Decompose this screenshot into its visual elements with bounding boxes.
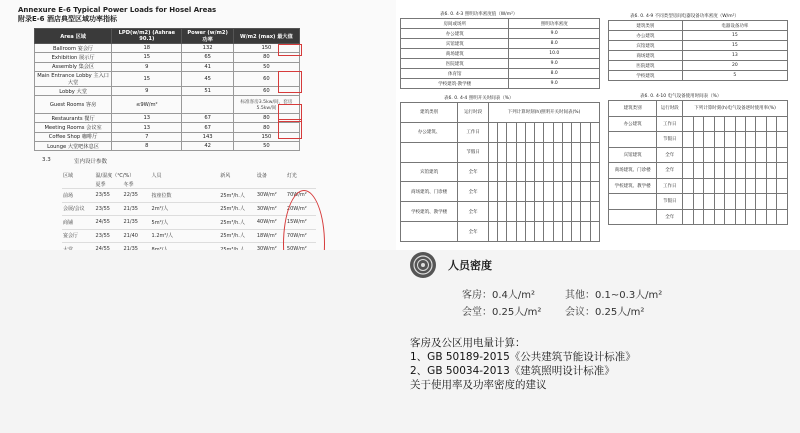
people-density-icon	[410, 252, 436, 278]
right-panel	[400, 0, 800, 250]
table-row: 办公建筑 15	[609, 31, 788, 41]
power-loads-table	[34, 28, 300, 151]
table-row: 宾馆建筑 全年	[401, 162, 600, 182]
table-row: 商场建筑、门诊楼 全年	[401, 182, 600, 202]
table-row: Lounge 大堂吧休息区 8 42 50	[35, 142, 300, 151]
table-caption: 表6. 0. 4-4 照明开关时间表（%）	[444, 96, 514, 101]
section-title: 室内设计参数	[74, 159, 108, 165]
table-row: 节假日	[609, 132, 788, 148]
header-power: Power (w/m2) 功率	[182, 29, 233, 44]
table-caption: 表6. 0. 4-10 电气设备使用时间表（%）	[640, 94, 722, 99]
section-number: 3.3	[42, 157, 51, 163]
table-row: 商场建筑 13	[609, 51, 788, 61]
header-max: W/m2 (max) 最大值	[233, 29, 299, 44]
table-row: 宴会厅 23/55 21/40 1.2m²/人 25m³/h.人 18W/m² 70W/m²	[62, 229, 316, 243]
table-row: Lobby 大堂 9 51 60	[35, 86, 300, 95]
density-other: 其他：0.1~0.3人/m²	[565, 290, 663, 301]
lower-right-background	[0, 250, 800, 433]
equipment-density-table: 建筑类别 电器设备功率 办公建筑 15 宾馆建筑 15 商场建筑 13 医院建筑 20 学校建筑 5	[608, 20, 788, 81]
table-row: Meeting Rooms 会议室 13 67 80	[35, 123, 300, 132]
table-row: 节假日	[609, 194, 788, 210]
table-row: 宾馆建筑 8.0	[401, 39, 600, 49]
density-meeting: 会议：0.25人/m²	[565, 307, 645, 318]
table-caption: 表6. 0. 4-3 照明功率密度值（W/m²）	[440, 12, 518, 17]
table-row: 商场建筑 10.0	[401, 49, 600, 59]
table-row: 节假日	[401, 142, 600, 162]
density-hall: 会堂：0.25人/m²	[462, 307, 542, 318]
table-row: 医院建筑 9.0	[401, 59, 600, 69]
table-row: 学校建筑 5	[609, 71, 788, 81]
density-guest-room: 客房：0.4人/m²	[462, 290, 536, 301]
highlight-box	[278, 71, 302, 93]
table-caption: 表6. 0. 4-9 不同类型房间电器设备功率密度（W/m²）	[630, 14, 739, 19]
table-row: 学校建筑、教学楼 工作日	[609, 178, 788, 194]
table-row: 全年	[609, 209, 788, 225]
table-row: 宾馆建筑 15	[609, 41, 788, 51]
table-row: 办公建筑、 工作日	[401, 122, 600, 142]
table-row: 体育馆 8.0	[401, 69, 600, 79]
table-row: 会展/会议 23/55 21/35 2m²/人 25m³/h.人 30W/m² 20W/m²	[62, 202, 316, 216]
table-row: 医院建筑 20	[609, 61, 788, 71]
header-lpd: LPD(w/m2) (Ashrae 90.1)	[112, 29, 182, 44]
lighting-schedule-table: 建筑类别 运行时段 下列计算时刻(h)照明开关时间表(%) 办公建筑、 工作日 节假日 宾馆建筑 全年 商场建筑、门诊楼 全年 学校建筑、教学楼 全年 全年	[400, 102, 600, 242]
table-row: 学校建筑·教学楼 9.0	[401, 79, 600, 89]
table-row: Guest Rooms 客房 ≤9W/m² 标准客房3.5kw/间，套房5.5kw/间	[35, 96, 300, 114]
table-row: 前场 23/55 22/35 按座位数 25m³/h.人 30W/m² 70W/m²	[62, 189, 316, 203]
calc-notes: 客房及公区用电量计算： 1、GB 50189-2015《公共建筑节能设计标准》 2、GB 50034-2013《建筑照明设计标准》 关于使用率及功率密度的建议	[410, 337, 636, 391]
highlight-box	[278, 44, 302, 56]
lighting-density-table: 房间或场所 照明功率密度 办公建筑 9.0 宾馆建筑 8.0 商场建筑 10.0 医院建筑 9.0 体育馆 8.0 学校建筑·教学楼 9.0	[400, 18, 600, 89]
header-area: Area 区域	[35, 29, 112, 44]
table-row: Exhibition 展示厅 15 65 80	[35, 53, 300, 62]
table-row: 商场建筑、门诊楼 全年	[609, 163, 788, 179]
table-row: 商铺 24/55 21/35 5m²/人 25m³/h.人 40W/m² 15W/m²	[62, 216, 316, 230]
table-row: 全年	[401, 222, 600, 242]
table-row: Coffee Shop 咖啡厅 7 143 150	[35, 132, 300, 141]
highlight-box	[278, 119, 302, 139]
density-title: 人员密度	[448, 259, 492, 272]
table-row: 学校建筑、教学楼 全年	[401, 202, 600, 222]
annexure-title: Annexure E-6 Typical Power Loads for Hosel Areas 附录E-6 酒店典型区域功率指标	[18, 6, 217, 23]
table-row: Assembly 集会区 9 41 50	[35, 62, 300, 71]
indoor-params-table: 区域 温/湿度（℃/%） 人员 新风 设备 灯光 夏季 冬季 前场 23/55 22/35 按座位数 25m³/h.人 30W/m² 70W/m² 会展/会议 23/55 21/35 2m²/人 25m³/h.人 30W/m² 20W/m² 商铺 24/55 21/35 5m²/人 25m³/h.人 40W/m² 15W/m² 宴会厅 23/55 21/40 1.2m²/人 25m³/h.人 18W/m² 70W/m²	[62, 170, 316, 304]
table-row: 办公建筑 工作日	[609, 116, 788, 132]
table-row: Restaurants 餐厅 13 67 80	[35, 114, 300, 123]
table-row: 办公建筑 9.0	[401, 29, 600, 39]
table-row: Ballroom 宴会厅 18 132 150	[35, 44, 300, 53]
equipment-schedule-table: 建筑类别 运行时段 下列计算时刻(h)电气设备逐时使用率(%) 办公建筑 工作日 节假日 宾馆建筑 全年 商场建筑、门诊楼 全年 学校建筑、教学楼 工作日 节假日 全年	[608, 100, 788, 225]
table-row: 宾馆建筑 全年	[609, 147, 788, 163]
table-row: Main Entrance Lobby 主入口大堂 15 45 60	[35, 71, 300, 86]
